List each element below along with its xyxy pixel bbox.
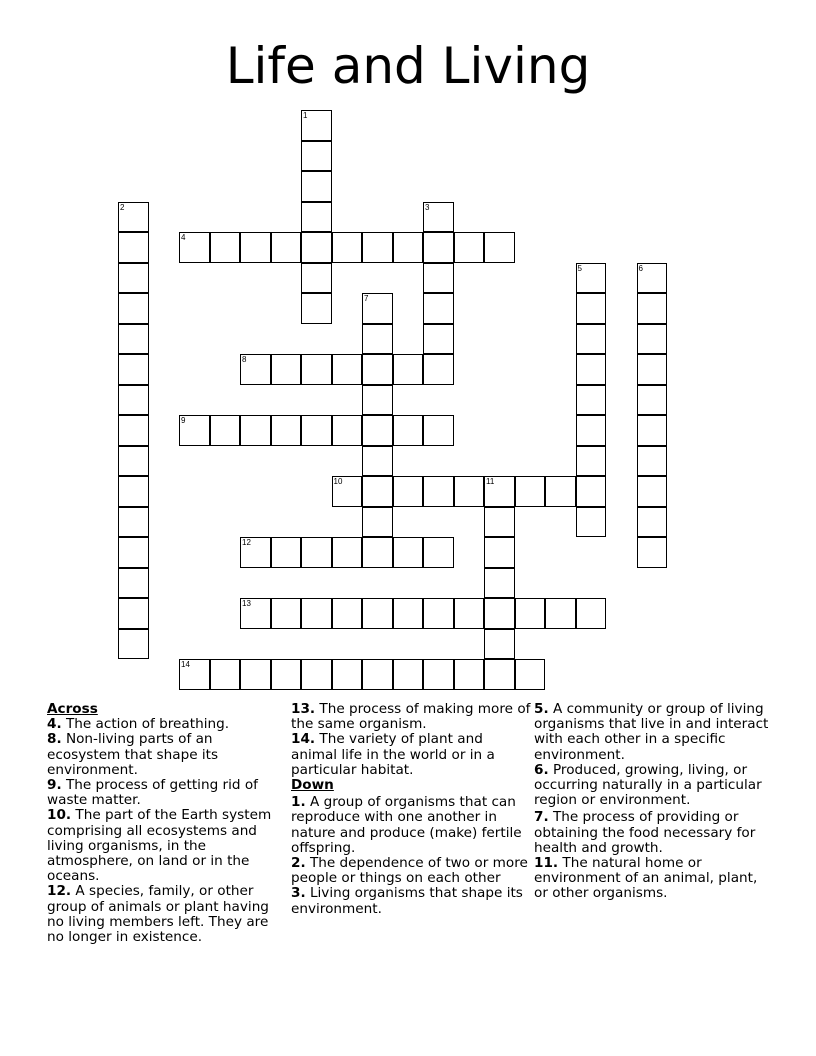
grid-cell[interactable] [576,415,607,446]
clue-across-4 [47,717,285,732]
down-heading: Down [291,777,334,794]
clue-down-6 [534,763,774,809]
cell-number: 12 [242,538,251,547]
grid-cell[interactable] [423,537,454,568]
grid-cell[interactable] [179,659,210,690]
grid-cell[interactable] [393,232,424,263]
grid-cell[interactable] [393,354,424,385]
grid-cell[interactable] [271,232,302,263]
grid-cell[interactable] [637,293,668,324]
cell-number: 6 [638,263,643,273]
grid-cell[interactable] [393,659,424,690]
grid-cell[interactable] [484,507,515,538]
clue-text: The natural home or environment of an animal, plant, or other organisms. [534,855,758,902]
clue-number: 5. [534,701,549,717]
grid-cell[interactable] [637,415,668,446]
grid-cell[interactable] [240,537,271,568]
grid-cell[interactable] [271,598,302,629]
clue-text: Living organisms that shape its environment. [291,885,523,917]
grid-cell[interactable] [240,415,271,446]
clue-column-2 [291,702,531,917]
grid-cell[interactable] [484,568,515,599]
grid-cell[interactable] [271,659,302,690]
clue-number: 9. [47,777,62,794]
grid-cell[interactable] [240,598,271,629]
grid-cell[interactable] [362,415,393,446]
grid-cell[interactable] [118,507,149,538]
grid-cell[interactable] [454,476,485,507]
grid-cell[interactable] [423,263,454,294]
grid-cell[interactable] [118,232,149,263]
grid-cell[interactable] [118,293,149,324]
grid-cell[interactable] [240,354,271,385]
clue-down-3 [291,886,531,916]
grid-cell[interactable] [576,507,607,538]
grid-cell[interactable] [240,659,271,690]
grid-cell[interactable] [332,476,363,507]
clue-text: The variety of plant and animal life in the world or in a particular habitat. [291,731,495,778]
grid-cell[interactable] [637,507,668,538]
grid-cell[interactable] [118,476,149,507]
grid-cell[interactable] [118,598,149,629]
grid-cell[interactable] [118,537,149,568]
grid-cell[interactable] [423,598,454,629]
grid-cell[interactable] [362,476,393,507]
clue-text: The action of breathing. [61,716,230,733]
clue-across-14 [291,732,531,778]
grid-cell[interactable] [301,415,332,446]
grid-cell[interactable] [423,659,454,690]
clue-down-5 [534,702,774,763]
grid-cell[interactable] [423,202,454,233]
grid-cell[interactable] [362,446,393,477]
clue-text: A group of organisms that can reproduce with one another in nature and produce (make) fertile offspring. [291,794,522,856]
grid-cell[interactable] [332,598,363,629]
grid-cell[interactable] [301,141,332,172]
grid-cell[interactable] [301,202,332,233]
grid-cell[interactable] [179,415,210,446]
grid-cell[interactable] [271,354,302,385]
grid-cell[interactable] [332,232,363,263]
grid-cell[interactable] [118,324,149,355]
grid-cell[interactable] [423,415,454,446]
cell-number: 9 [181,416,186,425]
grid-cell[interactable] [423,324,454,355]
grid-cell[interactable] [637,385,668,416]
grid-cell[interactable] [576,598,607,629]
grid-cell[interactable] [637,354,668,385]
grid-cell[interactable] [484,537,515,568]
clue-column-3 [534,702,774,902]
grid-cell[interactable] [576,293,607,324]
grid-cell[interactable] [240,232,271,263]
cell-number: 10 [333,477,343,486]
grid-cell[interactable] [484,598,515,629]
grid-cell[interactable] [118,202,149,233]
clue-column-1 [47,702,285,945]
grid-cell[interactable] [332,415,363,446]
grid-cell[interactable] [576,263,607,294]
grid-cell[interactable] [118,354,149,385]
grid-cell[interactable] [301,293,332,324]
clue-down-11 [534,856,774,902]
clue-across-10 [47,808,285,884]
cell-number: 1 [303,111,308,120]
grid-cell[interactable] [301,537,332,568]
grid-cell[interactable] [454,232,485,263]
cell-number: 14 [181,660,190,669]
clue-across-9 [47,778,285,808]
grid-cell[interactable] [423,476,454,507]
clue-number: 11. [534,855,559,872]
cell-number: 3 [425,202,430,212]
grid-cell[interactable] [515,659,546,690]
grid-cell[interactable] [301,354,332,385]
clue-down-1 [291,795,531,856]
grid-cell[interactable] [454,659,485,690]
cell-number: 4 [181,233,186,242]
grid-cell[interactable] [271,537,302,568]
grid-cell[interactable] [362,537,393,568]
clue-text: The dependence of two or more people or things on each other [291,855,528,887]
grid-cell[interactable] [362,598,393,629]
cell-number: 11 [486,477,495,486]
clue-text: The part of the Earth system comprising all ecosystems and living organisms, in the atmosphere, on land or in the oceans. [47,807,272,885]
grid-cell[interactable] [454,598,485,629]
grid-cell[interactable] [545,598,576,629]
cell-number: 7 [364,294,369,303]
grid-cell[interactable] [332,354,363,385]
grid-cell[interactable] [637,446,668,477]
grid-cell[interactable] [637,263,668,294]
grid-cell[interactable] [637,476,668,507]
grid-cell[interactable] [484,659,515,690]
grid-cell[interactable] [118,415,149,446]
grid-cell[interactable] [179,232,210,263]
grid-cell[interactable] [301,598,332,629]
grid-cell[interactable] [393,598,424,629]
grid-cell[interactable] [118,385,149,416]
clue-number: 6. [534,761,549,778]
grid-cell[interactable] [362,507,393,538]
clue-down-2 [291,856,531,886]
clue-across-13 [291,702,531,732]
puzzle-title: Life and Living [225,37,591,95]
cell-number: 2 [120,202,125,212]
clue-number: 14. [291,731,316,748]
grid-cell[interactable] [515,598,546,629]
grid-cell[interactable] [393,476,424,507]
grid-cell[interactable] [362,324,393,355]
grid-cell[interactable] [393,415,424,446]
grid-cell[interactable] [271,415,302,446]
clue-across-12 [47,884,285,945]
clue-across-8 [47,732,285,778]
grid-cell[interactable] [301,110,332,141]
grid-cell[interactable] [576,324,607,355]
grid-cell[interactable] [118,629,149,660]
grid-cell[interactable] [301,263,332,294]
grid-cell[interactable] [118,446,149,477]
clue-number: 3. [291,885,306,902]
grid-cell[interactable] [576,476,607,507]
grid-cell[interactable] [423,232,454,263]
grid-cell[interactable] [362,293,393,324]
grid-cell[interactable] [210,415,241,446]
grid-cell[interactable] [484,629,515,660]
grid-cell[interactable] [332,537,363,568]
grid-cell[interactable] [301,232,332,263]
grid-cell[interactable] [393,537,424,568]
grid-cell[interactable] [484,476,515,507]
clue-number: 2. [291,855,306,872]
cell-number: 5 [577,263,582,273]
grid-cell[interactable] [210,232,241,263]
clue-number: 1. [291,794,306,811]
clue-number: 7. [534,809,549,826]
grid-cell[interactable] [637,537,668,568]
grid-cell[interactable] [423,293,454,324]
cell-number: 13 [242,599,251,608]
grid-cell[interactable] [576,446,607,477]
grid-cell[interactable] [301,659,332,690]
grid-cell[interactable] [332,659,363,690]
clue-number: 13. [291,701,316,717]
clue-number: 10. [47,807,72,824]
grid-cell[interactable] [484,232,515,263]
clue-text: The process of getting rid of waste matter. [47,777,258,809]
across-heading: Across [47,701,98,717]
grid-cell[interactable] [118,263,149,294]
clue-down-7 [534,810,774,856]
clue-text: The process of making more of the same organism. [291,701,531,733]
cell-number: 8 [242,355,247,364]
grid-cell[interactable] [118,568,149,599]
clue-number: 4. [47,716,62,733]
grid-cell[interactable] [545,476,576,507]
grid-cell[interactable] [515,476,546,507]
clue-text: Produced, growing, living, or occurring naturally in a particular region or environment. [534,761,762,809]
grid-cell[interactable] [362,385,393,416]
clue-text: Non-living parts of an ecosystem that shape its environment. [47,731,219,778]
grid-cell[interactable] [362,659,393,690]
grid-cell[interactable] [576,354,607,385]
grid-cell[interactable] [362,232,393,263]
clue-text: A community or group of living organisms that live in and interact with each other in a specific environment. [534,701,769,763]
grid-cell[interactable] [362,354,393,385]
clue-number: 8. [47,731,62,748]
clue-text: A species, family, or other group of animals or plant having no living members left. They are no longer in existence. [47,883,269,946]
grid-cell[interactable] [210,659,241,690]
grid-cell[interactable] [301,171,332,202]
clue-text: The process of providing or obtaining the food necessary for health and growth. [534,809,756,856]
grid-cell[interactable] [637,324,668,355]
clue-number: 12. [47,883,72,900]
grid-cell[interactable] [576,385,607,416]
grid-cell[interactable] [423,354,454,385]
